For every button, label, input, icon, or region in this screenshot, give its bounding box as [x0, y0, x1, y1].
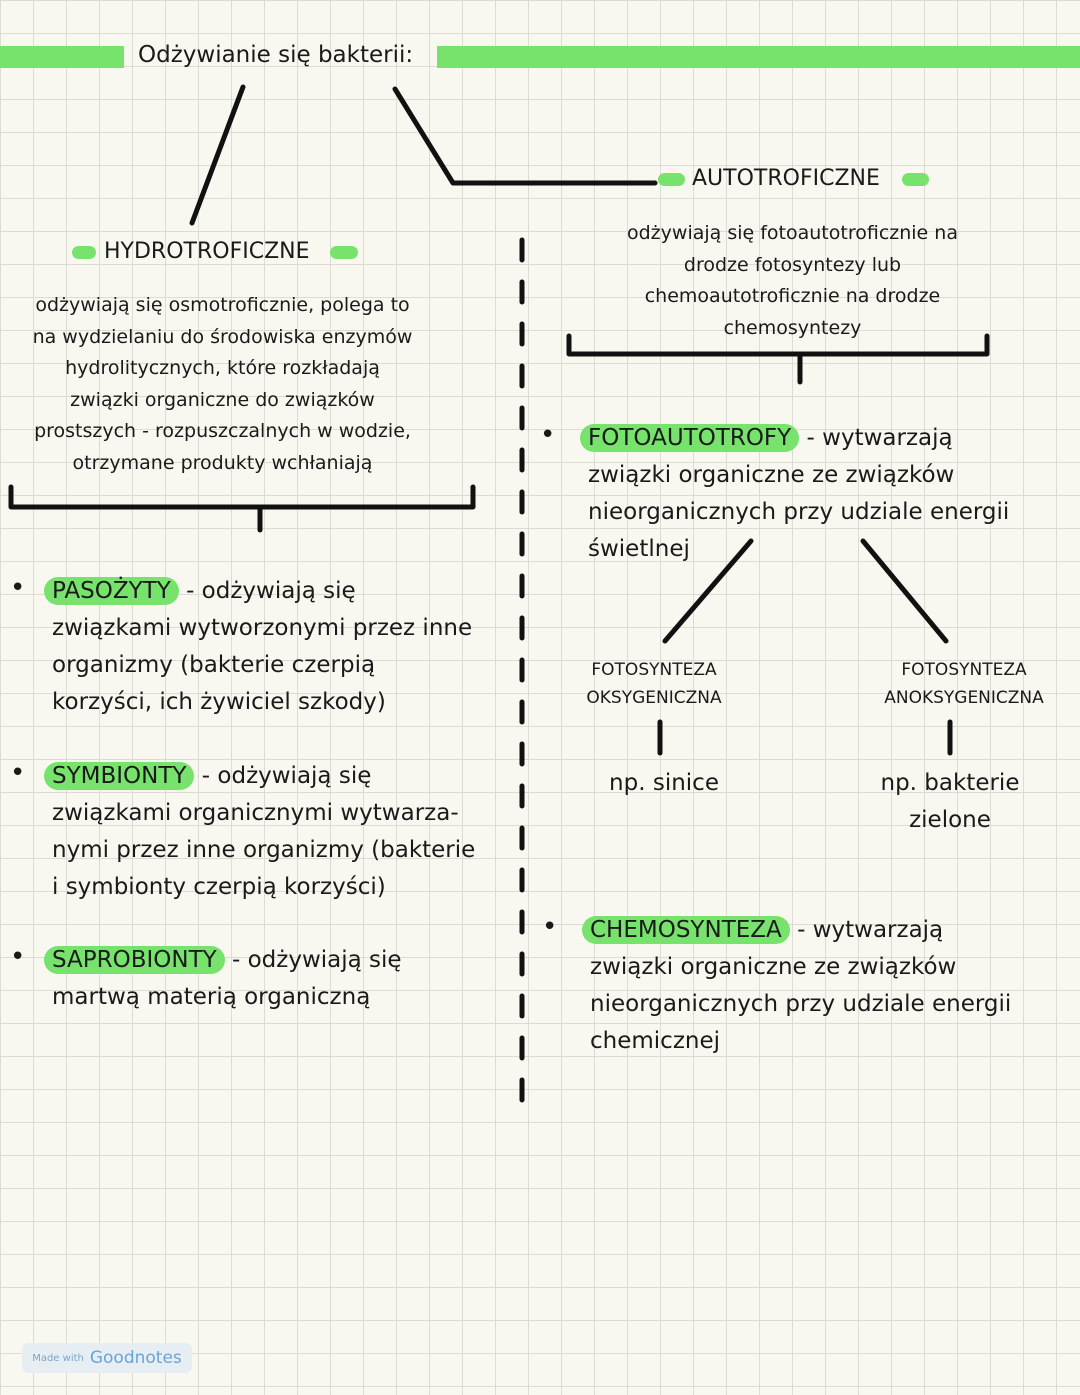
branch-auto — [395, 89, 655, 183]
hydro-description: odżywiają się osmotroficznie, polega to na wydzielaniu do środowiska enzymów hydrolitycznych, które rozkładają związki organiczne do związków prostszych - rozpuszczalnych w wodzie, otrzymane produkty wchłaniają — [32, 294, 413, 474]
bullet: • — [10, 758, 26, 788]
item-chemosynteza: CHEMOSYNTEZA - wytwarzają związki organiczne ze związków nieorganicznych przy udziale energii chemicznej — [582, 912, 1011, 1060]
item-saprobionty: SAPROBIONTY - odżywiają się martwą materią organiczną — [44, 942, 402, 1016]
hydro-bracket — [11, 487, 473, 507]
bullet: • — [542, 912, 558, 942]
term-symbionty: SYMBIONTY — [44, 762, 194, 790]
branch-hydro — [192, 87, 243, 223]
bullet: • — [10, 573, 26, 603]
hydro-heading: HYDROTROFICZNE — [104, 239, 310, 264]
term-pasozyty: PASOŻYTY — [44, 577, 179, 605]
term-fotoautotrofy: FOTOAUTOTROFY — [580, 424, 799, 452]
item-fotoautotrofy: FOTOAUTOTROFY - wytwarzają związki organiczne ze związków nieorganicznych przy udziale energii świetlnej — [580, 420, 1009, 568]
auto-heading: AUTOTROFICZNE — [692, 166, 880, 191]
auto-pill-left — [658, 173, 685, 186]
auto-description: odżywiają się fotoautotroficznie na drodze fotosyntezy lub chemoautotroficznie na drodze chemosyntezy — [627, 222, 958, 339]
item-pasozyty: PASOŻYTY - odżywiają się związkami wytworzonymi przez inne organizmy (bakterie czerpią korzyści, ich żywiciel szkody) — [44, 573, 472, 721]
bullet: • — [10, 942, 26, 972]
hydro-pill-right — [330, 246, 358, 259]
oksygeniczna-example: np. sinice — [609, 770, 719, 796]
bullet: • — [540, 420, 556, 450]
title-bar-left — [0, 46, 124, 68]
anoksygeniczna-example: np. bakterie zielone — [880, 770, 1020, 833]
anoksygeniczna-label: FOTOSYNTEZA ANOKSYGENICZNA — [884, 660, 1044, 708]
term-saprobionty: SAPROBIONTY — [44, 946, 225, 974]
goodnotes-watermark: Made with Goodnotes — [22, 1343, 192, 1373]
oksygeniczna-label: FOTOSYNTEZA OKSYGENICZNA — [586, 660, 722, 708]
item-symbionty: SYMBIONTY - odżywiają się związkami organicznymi wytwarza- nymi przez inne organizmy (bakterie i symbionty czerpią korzyści) — [44, 758, 475, 906]
auto-pill-right — [902, 173, 929, 186]
page-title: Odżywianie się bakterii: — [138, 42, 414, 68]
title-bar-right — [437, 46, 1080, 68]
hydro-pill-left — [72, 246, 96, 259]
term-chemosynteza: CHEMOSYNTEZA — [582, 916, 790, 944]
